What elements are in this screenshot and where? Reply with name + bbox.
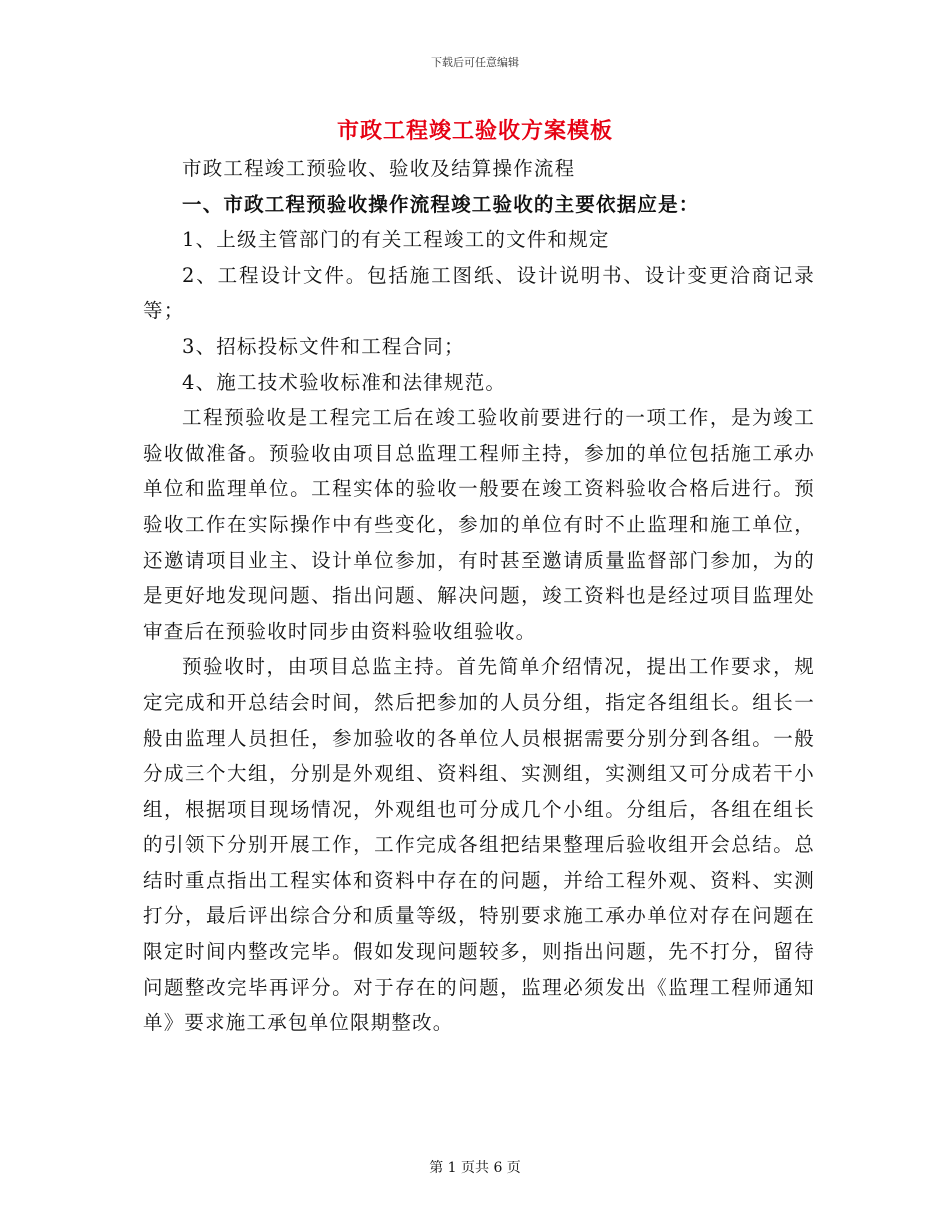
- document-body: [143, 151, 815, 1041]
- list-item-3: 3、招标投标文件和工程合同；: [182, 334, 465, 358]
- document-title: 市政工程竣工验收方案模板: [336, 118, 613, 144]
- section-heading: 一、市政工程预验收操作流程竣工验收的主要依据应是：: [182, 192, 700, 216]
- body-paragraph-procedure: 预验收时，由项目总监主持。首先简单介绍情况，提出工作要求，规定完成和开总结会时间，然后把参加的人员分组，指定各组组长。组长一般由监理人员担任，参加验收的各单位人员根据需要分别分到各组。一般分成三个大组，分别是外观组、资料组、实测组，实测组又可分成若干小组，根据项目现场情况，外观组也可分成几个小组。分组后，各组在组长的引领下分别开展工作，工作完成各组把结果整理后验收组开会总结。总结时重点指出工程实体和资料中存在的问题，并给工程外观、资料、实测打分，最后评出综合分和质量等级，特别要求施工承办单位对存在问题在限定时间内整改完毕。假如发现问题较多，则指出问题，先不打分，留待问题整改完毕再评分。对于存在的问题，监理必须发出《监理工程师通知单》要求施工承包单位限期整改。: [143, 655, 815, 1035]
- header-note: 下载后可任意编辑: [431, 56, 519, 69]
- subtitle-paragraph: 市政工程竣工预验收、验收及结算操作流程: [182, 157, 576, 180]
- list-item-1: 1、上级主管部门的有关工程竣工的文件和规定: [182, 228, 610, 252]
- list-item-4: 4、施工技术验收标准和法律规范。: [182, 370, 507, 394]
- list-item-2: 2、工程设计文件。包括施工图纸、设计说明书、设计变更洽商记录等；: [143, 263, 815, 323]
- body-paragraph-preacceptance: 工程预验收是工程完工后在竣工验收前要进行的一项工作，是为竣工验收做准备。预验收由项目总监理工程师主持，参加的单位包括施工承办单位和监理单位。工程实体的验收一般要在竣工资料验收合格后进行。预验收工作在实际操作中有些变化，参加的单位有时不止监理和施工单位，还邀请项目业主、设计单位参加，有时甚至邀请质量监督部门参加，为的是更好地发现问题、指出问题、解决问题，竣工资料也是经过项目监理处审查后在预验收时同步由资料验收组验收。: [143, 406, 815, 643]
- page-number-footer: 第 1 页共 6 页: [429, 1160, 521, 1176]
